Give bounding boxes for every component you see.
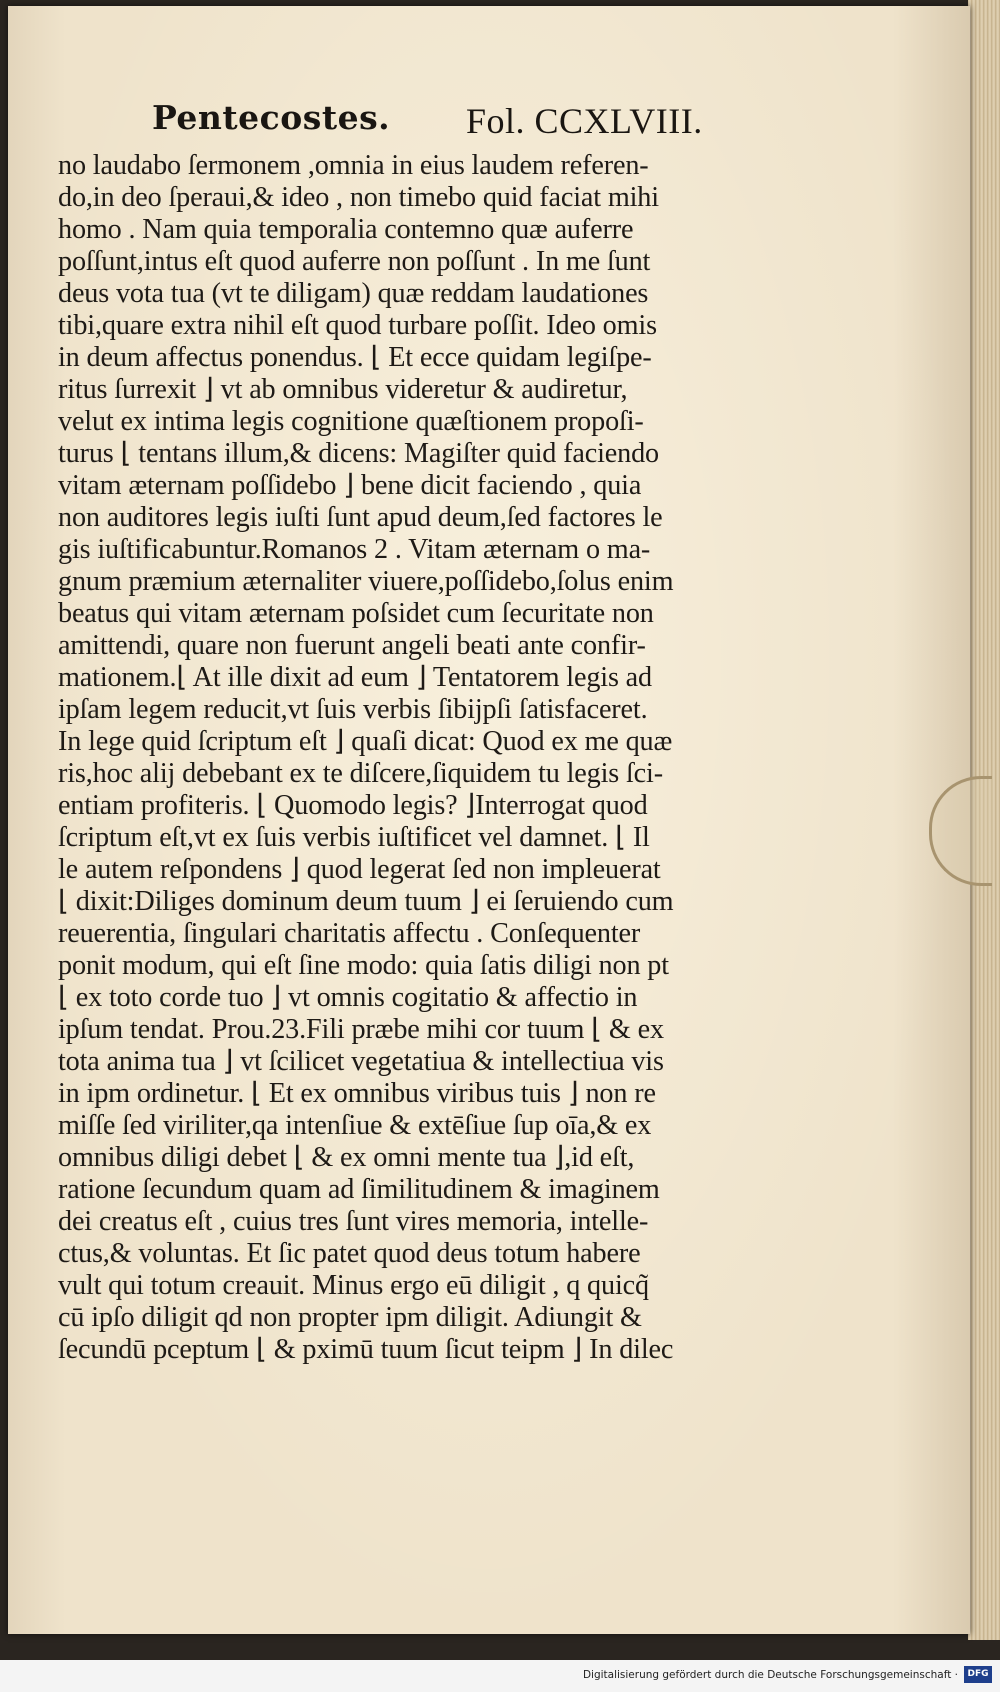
text-line: tibi,quare extra nihil eſt quod turbare poſſit. Ideo omis [58,310,657,341]
text-line: vitam æternam poſſidebo ⌋ bene dicit faciendo , quia [58,470,642,501]
text-line: deus vota tua (vt te diligam) quæ reddam laudationes [58,278,649,309]
text-line: ratione ſecundum quam ad ſimilitudinem & imaginem [58,1174,660,1205]
digitization-footer [0,1660,1000,1692]
text-line: reuerentia, ſingulari charitatis affectu . Conſequenter [58,918,641,949]
text-line: beatus qui vitam æternam poſsidet cum ſecuritate non [58,598,654,629]
text-line: no laudabo ſermonem ,omnia in eius laudem referen- [58,150,649,181]
text-line: in ipm ordinetur. ⌊ Et ex omnibus viribus tuis ⌋ non re [58,1078,656,1109]
text-line: ⌊ dixit:Diliges dominum deum tuum ⌋ ei ſeruiendo cum [58,886,674,917]
dfg-logo: DFG [964,1666,992,1683]
text-line: entiam profiteris. ⌊ Quomodo legis? ⌋Interrogat quod [58,790,648,821]
text-line: ctus,& voluntas. Et ſic patet quod deus totum habere [58,1238,641,1269]
text-line: le autem reſpondens ⌋ quod legerat ſed non impleuerat [58,854,661,885]
text-line: miſſe ſed viriliter,qa intenſiue & extēſiue ſup oīa,& ex [58,1110,652,1141]
text-line: poſſunt,intus eſt quod auferre non poſſunt . In me ſunt [58,246,651,277]
text-line: ⌊ ex toto corde tuo ⌋ vt omnis cogitatio & affectio in [58,982,638,1013]
text-line: dei creatus eſt , cuius tres ſunt vires memoria, intelle- [58,1206,649,1237]
text-line: In lege quid ſcriptum eſt ⌋ quaſi dicat: Quod ex me quæ [58,726,673,757]
text-line: ris,hoc alij debebant ex te diſcere,ſiquidem tu legis ſci- [58,758,663,789]
text-line: in deum affectus ponendus. ⌊ Et ecce quidam legiſpe- [58,342,652,373]
text-line: non auditores legis iuſti ſunt apud deum,ſed factores le [58,502,663,533]
text-line: ſecundū pceptum ⌊ & pximū tuum ſicut teipm ⌋ In dilec [58,1334,674,1365]
text-line: ſcriptum eſt,vt ex ſuis verbis iuſtificet vel damnet. ⌊ Il [58,822,650,853]
text-line: gis iuſtificabuntur.Romanos 2 . Vitam æternam o ma- [58,534,651,565]
text-line: ipſum tendat. Prou.23.Fili præbe mihi cor tuum ⌊ & ex [58,1014,664,1045]
text-line: do,in deo ſperaui,& ideo , non timebo quid faciat mihi [58,182,659,213]
text-line: amittendi, quare non fuerunt angeli beati ante confir- [58,630,646,661]
body-text [58,150,778,1366]
text-line: tota anima tua ⌋ vt ſcilicet vegetatiua & intellectiua vis [58,1046,664,1077]
text-line: vult qui totum creauit. Minus ergo eū diligit , q quicq̃ [58,1270,649,1301]
funding-credit: Digitalisierung gefördert durch die Deutsche Forschungsgemeinschaft · [582,1669,958,1681]
folio-number: Fol. CCXLVIII. [466,101,703,141]
running-header [152,98,752,154]
text-line: mationem.⌊ At ille dixit ad eum ⌋ Tentatorem legis ad [58,662,652,693]
text-line: cū ipſo diligit qd non propter ipm diligit. Adiungit & [58,1302,642,1333]
header-title: Pentecostes. [152,98,391,137]
text-line: homo . Nam quia temporalia contemno quæ auferre [58,214,634,245]
text-line: turus ⌊ tentans illum,& dicens: Magiſter quid faciendo [58,438,659,469]
text-line: ipſam legem reducit,vt ſuis verbis ſibijpſi ſatisfaceret. [58,694,648,725]
text-line: ritus ſurrexit ⌋ vt ab omnibus videretur & audiretur, [58,374,628,405]
text-line: omnibus diligi debet ⌊ & ex omni mente tua ⌋,id eſt, [58,1142,635,1173]
text-line: velut ex intima legis cognitione quæſtionem propoſi- [58,406,644,437]
text-line: gnum præmium æternaliter viuere,poſſidebo,ſolus enim [58,566,674,597]
text-line: ponit modum, qui eſt ſine modo: quia ſatis diligi non pt [58,950,669,981]
